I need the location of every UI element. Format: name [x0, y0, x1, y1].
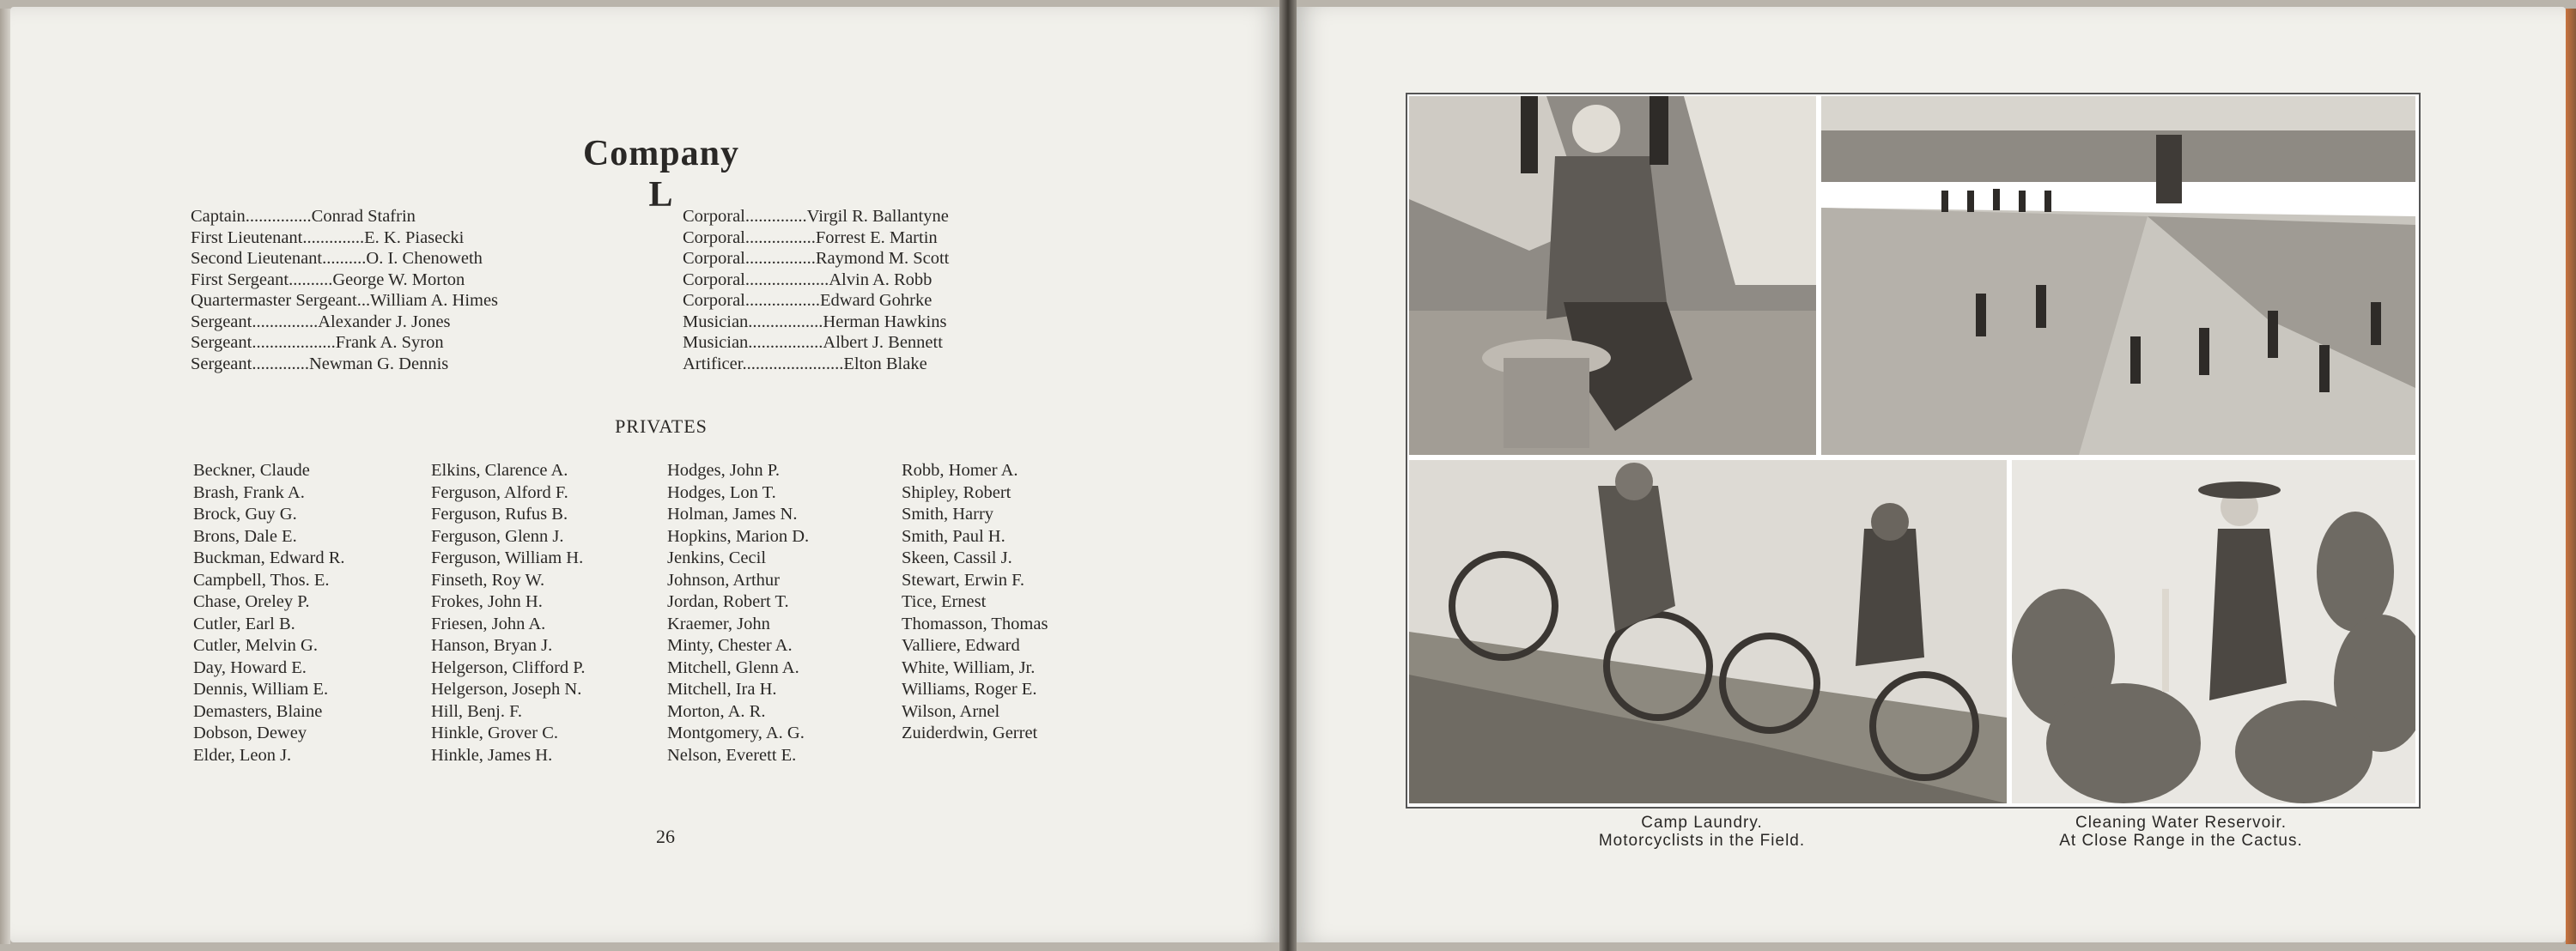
book-fore-edge: [2566, 9, 2576, 944]
officer-rank: Corporal: [683, 270, 745, 289]
officer-name: Raymond M. Scott: [815, 249, 950, 268]
officer-name: Alexander J. Jones: [318, 312, 451, 331]
officer-row: [191, 270, 498, 291]
officer-rank: Corporal: [683, 207, 745, 226]
private-name: Hodges, Lon T.: [667, 482, 776, 502]
privates-heading: PRIVATES: [615, 415, 708, 437]
private-name: Wilson, Arnel: [902, 701, 1000, 721]
private-name: Shipley, Robert: [902, 482, 1012, 502]
officer-leader: .................: [748, 333, 823, 352]
private-name: Hill, Benj. F.: [431, 701, 522, 721]
private-name: Elkins, Clarence A.: [431, 461, 568, 480]
private-name: Brash, Frank A.: [193, 482, 305, 502]
officer-row: [683, 270, 949, 291]
private-name: Montgomery, A. G.: [667, 724, 805, 742]
private-name: Valliere, Edward: [902, 636, 1020, 655]
officer-row: [191, 248, 498, 270]
photo-cactus: [2012, 460, 2415, 803]
officer-row: [683, 332, 949, 354]
caption-camp-laundry: Camp Laundry.: [1641, 814, 1763, 832]
private-name: Helgerson, Joseph N.: [431, 680, 582, 699]
private-name: Ferguson, Rufus B.: [431, 505, 568, 524]
private-name: Beckner, Claude: [193, 461, 310, 480]
private-name: Skeen, Cassil J.: [902, 548, 1012, 567]
officer-leader: ................: [744, 227, 816, 247]
officer-row: [683, 290, 949, 312]
private-name: Ferguson, Alford F.: [431, 482, 568, 502]
private-name: Campbell, Thos. E.: [193, 570, 330, 590]
private-name: Demasters, Blaine: [193, 701, 323, 721]
officer-name: Virgil R. Ballantyne: [806, 207, 949, 226]
private-name: Smith, Paul H.: [902, 526, 1005, 546]
officer-name: Herman Hawkins: [823, 312, 947, 331]
private-name: Jordan, Robert T.: [667, 592, 789, 611]
private-name: Brock, Guy G.: [193, 505, 297, 524]
officer-row: [683, 248, 949, 270]
officer-name: Alvin A. Robb: [829, 270, 933, 289]
officer-leader: ................: [744, 249, 816, 268]
officer-row: [683, 312, 949, 333]
private-name: Nelson, Everett E.: [667, 745, 797, 765]
officer-rank: Sergeant: [191, 333, 252, 352]
private-name: Kraemer, John: [667, 614, 770, 633]
officer-leader: ...................: [744, 270, 829, 289]
private-name: Zuiderdwin, Gerret: [902, 724, 1038, 742]
officer-rank: Musician: [683, 333, 749, 352]
privates-column-3: [667, 460, 809, 766]
officer-name: George W. Morton: [332, 270, 465, 289]
officer-leader: ..............: [302, 227, 365, 247]
officer-leader: ...: [356, 291, 371, 310]
caption-left: [1522, 814, 1882, 850]
private-name: Finseth, Roy W.: [431, 570, 545, 590]
officer-row: [683, 227, 949, 249]
officer-leader: ...............: [252, 312, 319, 331]
private-name: Friesen, John A.: [431, 614, 546, 633]
private-name: Buckman, Edward R.: [193, 548, 345, 567]
privates-column-1: [193, 460, 345, 766]
officers-list-left: [191, 206, 498, 374]
page-number: 26: [656, 826, 675, 847]
officer-name: Frank A. Syron: [335, 333, 444, 352]
private-name: Minty, Chester A.: [667, 636, 793, 655]
officer-leader: ..........: [289, 270, 333, 289]
caption-water-reservoir: Cleaning Water Reservoir.: [2075, 814, 2287, 832]
officers-list-right: [683, 206, 949, 374]
officer-leader: ...............: [245, 207, 312, 226]
private-name: Holman, James N.: [667, 505, 798, 524]
private-name: Hanson, Bryan J.: [431, 636, 553, 655]
officer-row: [191, 354, 498, 375]
privates-column-4: [902, 460, 1048, 745]
officer-leader: .................: [748, 312, 823, 331]
officer-rank: Captain: [191, 207, 246, 226]
officer-row: [191, 206, 498, 227]
officer-name: William A. Himes: [370, 291, 499, 310]
private-name: Cutler, Melvin G.: [193, 636, 318, 655]
photo-collage: [1406, 93, 2421, 809]
private-name: Robb, Homer A.: [902, 461, 1018, 480]
private-name: Mitchell, Ira H.: [667, 680, 777, 699]
officer-leader: ...................: [252, 333, 336, 352]
officer-rank: Musician: [683, 312, 749, 331]
caption-motorcyclists: Motorcyclists in the Field.: [1598, 832, 1806, 850]
photo-camp-laundry: [1409, 96, 1816, 455]
officer-rank: Sergeant: [191, 312, 252, 331]
private-name: Chase, Oreley P.: [193, 592, 310, 611]
caption-cactus: At Close Range in the Cactus.: [2059, 832, 2303, 850]
photo-motorcyclists: [1409, 460, 2007, 803]
officer-rank: First Sergeant: [191, 270, 289, 289]
private-name: Dobson, Dewey: [193, 724, 307, 742]
officer-rank: Quartermaster Sergeant: [191, 291, 357, 310]
private-name: White, William, Jr.: [902, 657, 1036, 677]
private-name: Tice, Ernest: [902, 592, 987, 611]
officer-row: [191, 332, 498, 354]
photo-water-reservoir: [1821, 96, 2415, 455]
private-name: Jenkins, Cecil: [667, 548, 767, 567]
private-name: Day, Howard E.: [193, 657, 307, 677]
officer-leader: ..........: [322, 249, 367, 268]
private-name: Hodges, John P.: [667, 461, 780, 480]
private-name: Dennis, William E.: [193, 680, 329, 699]
private-name: Elder, Leon J.: [193, 745, 292, 765]
officer-row: [191, 227, 498, 249]
private-name: Morton, A. R.: [667, 701, 766, 721]
officer-row: [191, 290, 498, 312]
officer-name: Newman G. Dennis: [308, 354, 449, 373]
officer-name: Albert J. Bennett: [823, 333, 943, 352]
private-name: Hinkle, James H.: [431, 745, 553, 765]
officer-row: [683, 354, 949, 375]
officer-leader: .......................: [742, 354, 844, 373]
private-name: Johnson, Arthur: [667, 570, 780, 590]
officer-rank: Corporal: [683, 249, 745, 268]
officer-name: Conrad Stafrin: [311, 207, 416, 226]
book-left-edge: [0, 9, 10, 944]
officer-leader: .............: [252, 354, 309, 373]
officer-rank: Corporal: [683, 291, 745, 310]
officer-leader: .................: [744, 291, 820, 310]
private-name: Brons, Dale E.: [193, 526, 297, 546]
private-name: Hinkle, Grover C.: [431, 724, 559, 742]
private-name: Stewart, Erwin F.: [902, 570, 1024, 590]
page-title: Company L: [582, 134, 740, 215]
private-name: Hopkins, Marion D.: [667, 526, 810, 546]
officer-rank: First Lieutenant: [191, 227, 303, 247]
officer-rank: Second Lieutenant: [191, 249, 323, 268]
officer-name: Edward Gohrke: [820, 291, 933, 310]
privates-column-2: [431, 460, 586, 766]
officer-rank: Corporal: [683, 227, 745, 247]
private-name: Thomasson, Thomas: [902, 614, 1048, 633]
private-name: Mitchell, Glenn A.: [667, 657, 799, 677]
officer-leader: ..............: [744, 207, 807, 226]
officer-name: O. I. Chenoweth: [366, 249, 483, 268]
officer-name: Elton Blake: [843, 354, 927, 373]
officer-rank: Artificer: [683, 354, 743, 373]
officer-rank: Sergeant: [191, 354, 252, 373]
officer-row: [683, 206, 949, 227]
caption-right: [2001, 814, 2361, 850]
book-gutter: [1279, 0, 1297, 951]
private-name: Frokes, John H.: [431, 592, 543, 611]
officer-name: Forrest E. Martin: [815, 227, 938, 247]
private-name: Ferguson, Glenn J.: [431, 526, 564, 546]
private-name: Helgerson, Clifford P.: [431, 657, 586, 677]
private-name: Williams, Roger E.: [902, 680, 1037, 699]
officer-name: E. K. Piasecki: [364, 227, 465, 247]
private-name: Smith, Harry: [902, 505, 994, 524]
private-name: Cutler, Earl B.: [193, 614, 295, 633]
officer-row: [191, 312, 498, 333]
private-name: Ferguson, William H.: [431, 548, 584, 567]
